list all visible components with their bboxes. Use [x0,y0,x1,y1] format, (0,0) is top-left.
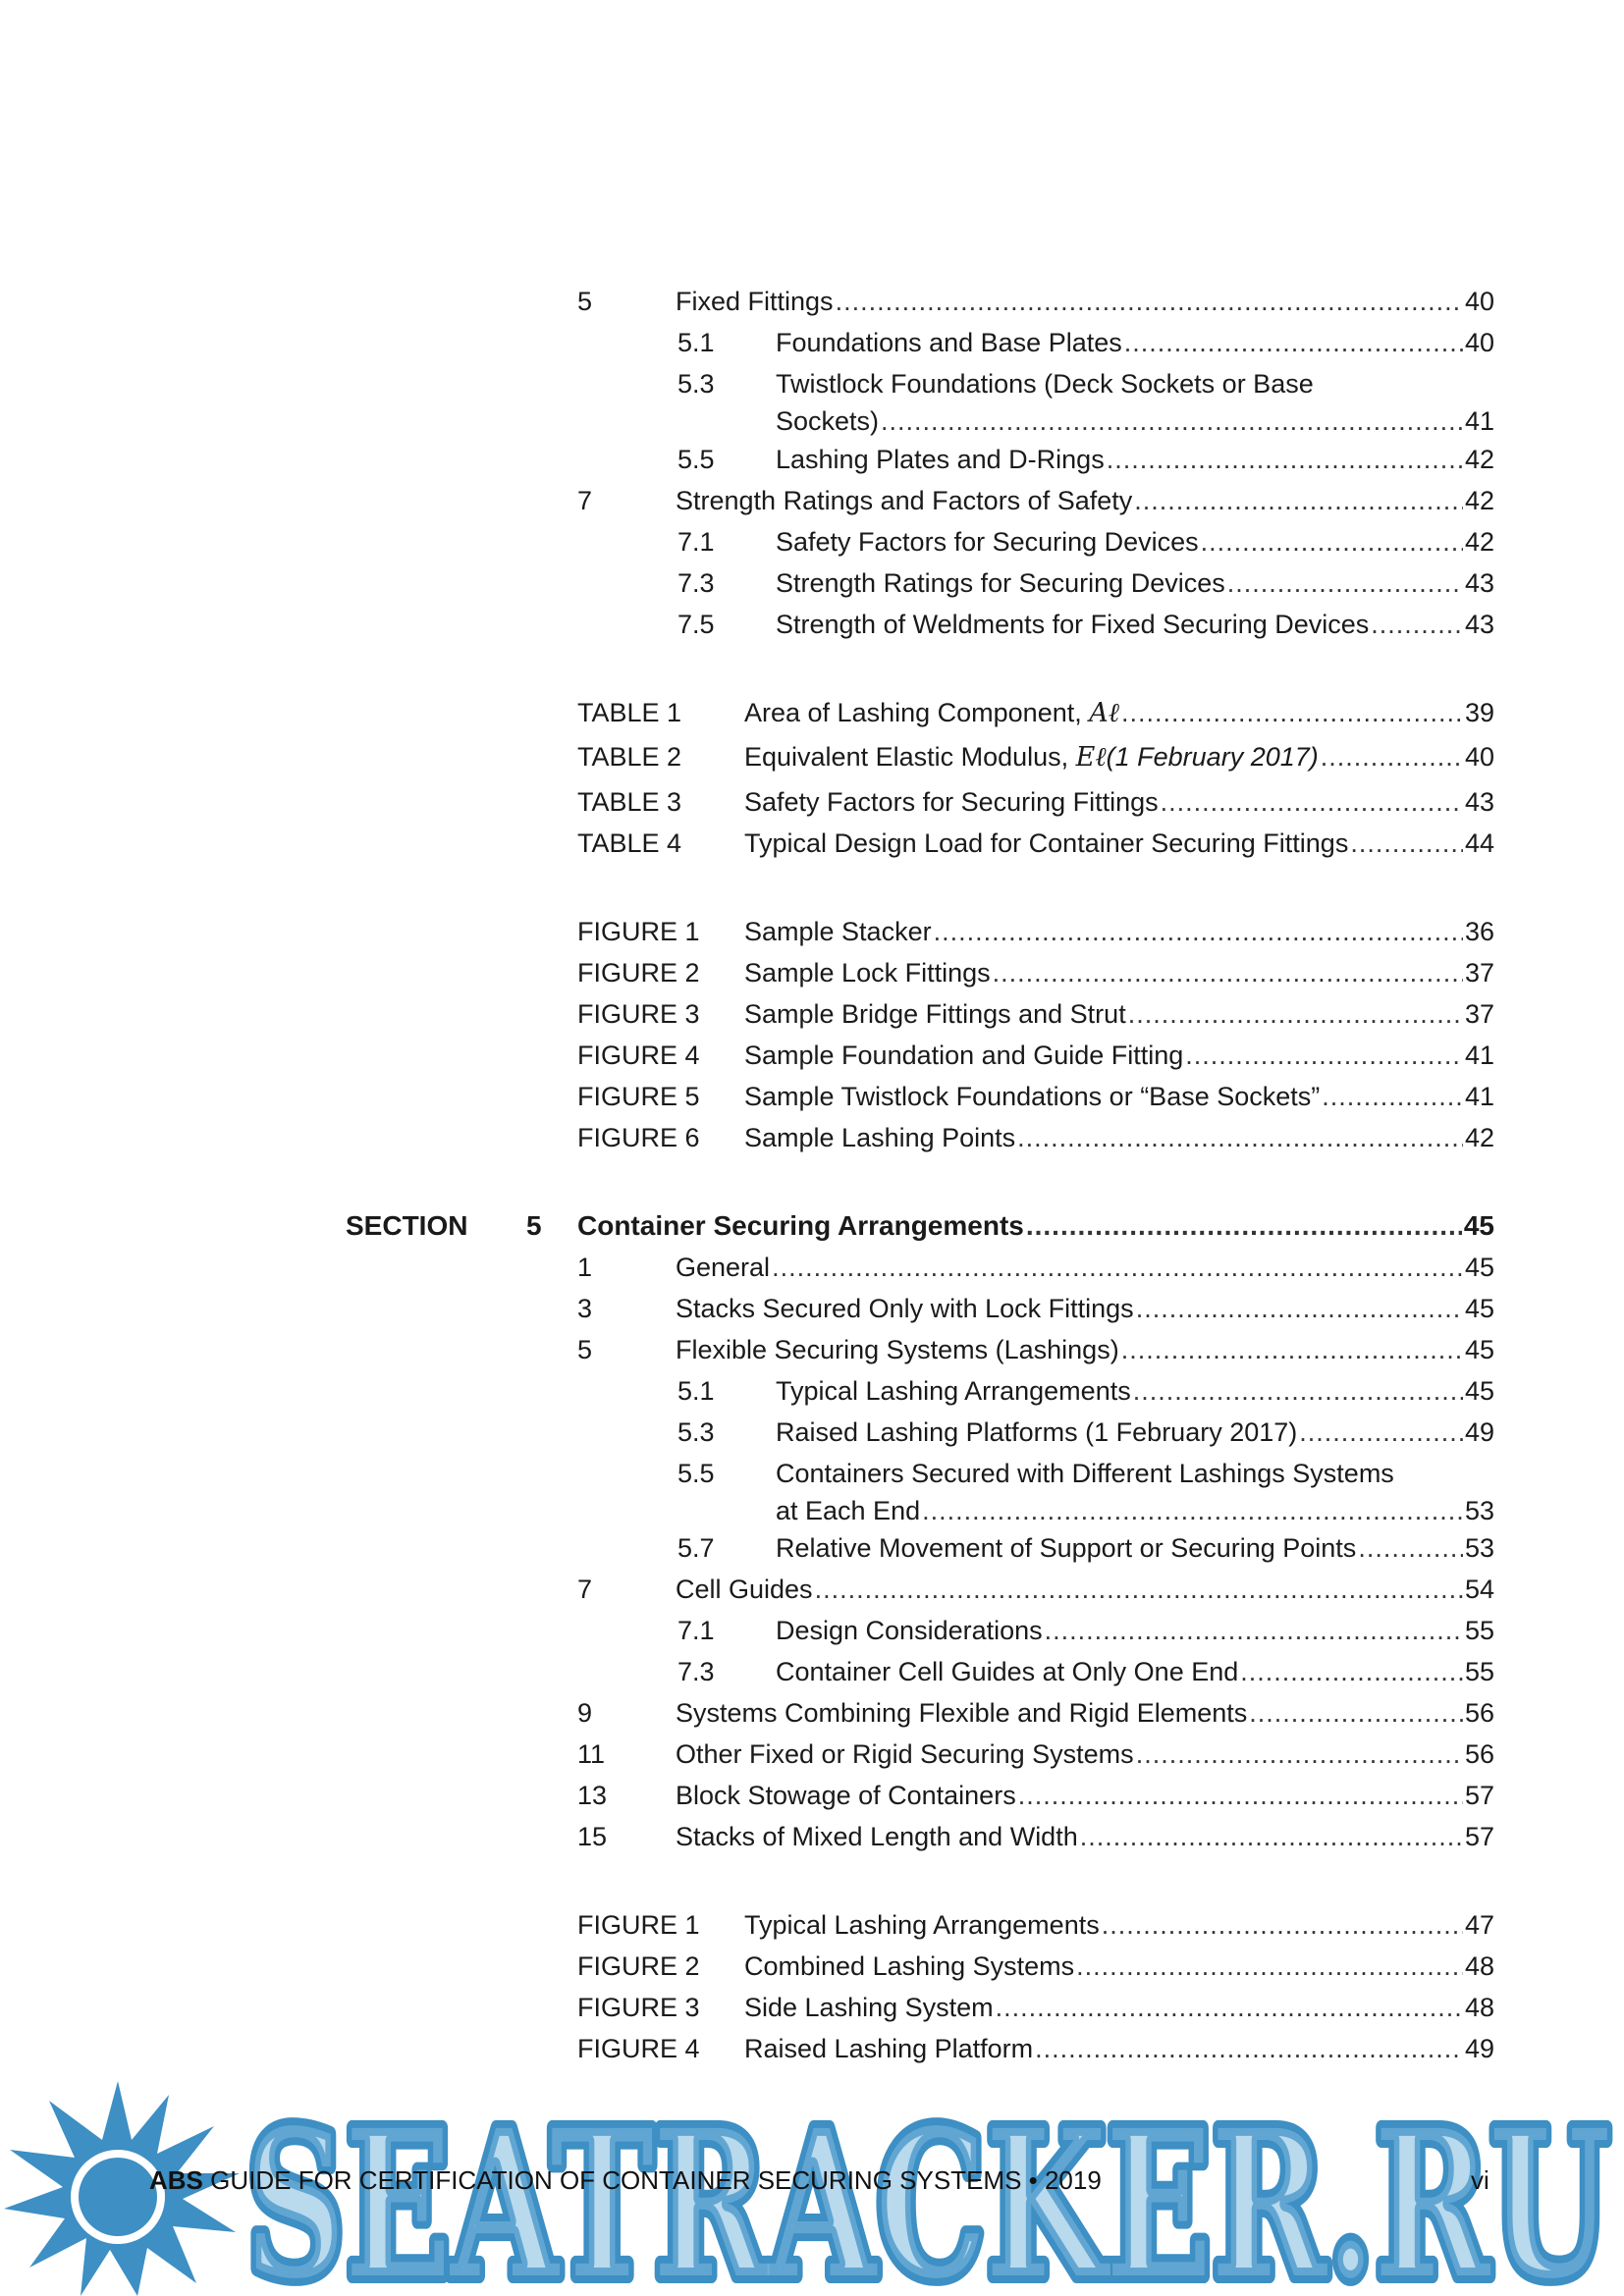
leader-dots [1121,694,1463,731]
entry-page: 56 [1464,1698,1494,1728]
toc-entry[interactable] [577,482,1494,519]
entry-number: 5.5 [677,445,715,474]
toc-entry[interactable] [577,1290,1494,1327]
leader-dots [1161,783,1463,821]
toc-entry[interactable] [677,441,1494,478]
entry-number: 5.5 [677,1459,715,1488]
leader-dots [1240,1653,1463,1690]
leader-dots [1185,1037,1463,1074]
toc-entry[interactable] [577,1694,1494,1732]
leader-dots [1133,1372,1463,1410]
entry-page: 43 [1464,610,1494,639]
entry-number: 5.1 [677,1376,715,1406]
entry-title: Sample Bridge Fittings and Strut [744,999,1126,1029]
footer-brand: ABS [149,2165,203,2195]
leader-dots [1018,1777,1463,1814]
figure-number: FIGURE 1 [577,1910,700,1940]
leader-dots [1136,1290,1463,1327]
entry-page: 57 [1464,1822,1494,1851]
entry-title: Combined Lashing Systems [744,1951,1075,1981]
section-title: Container Securing Arrangements [577,1210,1024,1241]
entry-title: Side Lashing System [744,1993,994,2022]
entry-number: 7.1 [677,1616,715,1645]
entry-title: Typical Lashing Arrangements [744,1910,1100,1940]
entry-page: 56 [1464,1739,1494,1769]
leader-dots [1128,995,1463,1033]
leader-dots [1017,1119,1463,1156]
entry-number: 5.3 [677,1417,715,1447]
figure-number: FIGURE 3 [577,1993,700,2022]
leader-dots [922,1492,1463,1529]
entry-number: 7.1 [677,527,715,557]
entry-title: Foundations and Base Plates [776,328,1122,357]
entry-title: Typical Lashing Arrangements [776,1376,1131,1406]
entry-title: Raised Lashing Platform [744,2034,1034,2063]
entry-title: Lashing Plates and D-Rings [776,445,1105,474]
toc-entry[interactable] [677,1372,1494,1410]
toc-figure-entry[interactable] [577,995,1494,1033]
toc-table-entry[interactable] [577,783,1494,821]
leader-dots [1102,1906,1463,1944]
entry-page: 53 [1464,1496,1494,1525]
leader-dots [996,1989,1463,2026]
entry-title: Area of Lashing Component, [744,698,1090,727]
toc-entry[interactable] [677,1612,1494,1649]
leader-dots [772,1249,1463,1286]
entry-title: Flexible Securing Systems (Lashings) [676,1335,1119,1364]
entry-number: 7.5 [677,610,715,639]
entry-title: Sample Twistlock Foundations or “Base Sockets” [744,1082,1321,1111]
entry-page: 40 [1464,287,1494,316]
leader-dots [1299,1414,1463,1451]
entry-title: Container Cell Guides at Only One End [776,1657,1239,1686]
entry-page: 42 [1464,486,1494,515]
leader-dots [1322,1078,1463,1115]
leader-dots [934,913,1463,950]
section-page: 45 [1463,1210,1494,1241]
toc-entry[interactable] [577,1249,1494,1286]
entry-title: Strength Ratings and Factors of Safety [676,486,1133,515]
entry-number: 5 [577,287,593,316]
entry-title: Strength Ratings for Securing Devices [776,568,1225,598]
entry-page: 47 [1464,1910,1494,1940]
entry-number: 7.3 [677,1657,715,1686]
leader-dots [1026,1207,1462,1245]
entry-title: Equivalent Elastic Modulus, [744,742,1076,772]
figure-number: FIGURE 2 [577,958,700,988]
leader-dots [1107,441,1463,478]
entry-title: Sample Lock Fittings [744,958,991,988]
entry-number: 13 [577,1781,608,1810]
entry-title: Sample Stacker [744,917,932,946]
entry-number: 5 [577,1335,593,1364]
toc-figure-entry[interactable] [577,1037,1494,1074]
page-footer [149,2165,1102,2196]
entry-title: Stacks of Mixed Length and Width [676,1822,1078,1851]
toc-entry[interactable] [677,1455,1494,1529]
toc-entry[interactable] [577,1818,1494,1855]
entry-page: 41 [1464,1082,1494,1111]
leader-dots [815,1571,1463,1608]
entry-title-line1: Twistlock Foundations (Deck Sockets or Base [776,369,1314,399]
entry-number: 11 [577,1739,606,1769]
leader-dots [1371,606,1463,643]
toc-entry[interactable] [577,1777,1494,1814]
toc-entry[interactable] [677,1529,1494,1567]
leader-dots [1134,482,1463,519]
entry-title: Cell Guides [676,1575,813,1604]
leader-dots [1350,825,1463,862]
leader-dots [1045,1612,1463,1649]
entry-number: 5.3 [677,369,715,399]
section-number: 5 [526,1210,542,1241]
toc-figure-entry[interactable] [577,913,1494,950]
toc-entry[interactable] [677,1653,1494,1690]
toc-entry[interactable] [577,1571,1494,1608]
entry-number: 15 [577,1822,608,1851]
watermark-text-fill: SEATRACKER.RU [245,2086,1610,2296]
entry-page: 39 [1464,698,1494,727]
footer-title: GUIDE FOR CERTIFICATION OF CONTAINER SECURING SYSTEMS • 2019 [202,2165,1102,2195]
table-number: TABLE 3 [577,787,682,817]
toc-entry[interactable] [677,324,1494,361]
entry-title: Relative Movement of Support or Securing Points [776,1533,1357,1563]
section-heading[interactable] [346,1207,1494,1245]
entry-page: 54 [1464,1575,1494,1604]
entry-title: Raised Lashing Platforms (1 February 2017) [776,1417,1298,1447]
figure-number: FIGURE 6 [577,1123,700,1152]
entry-symbol: Eℓ [1075,742,1107,773]
table-number: TABLE 4 [577,828,682,858]
entry-page: 40 [1464,742,1494,772]
entry-title: General [676,1253,771,1282]
toc-entry[interactable] [677,523,1494,561]
entry-page: 45 [1464,1253,1494,1282]
entry-title: Sample Lashing Points [744,1123,1016,1152]
entry-page: 49 [1464,2034,1494,2063]
figure-number: FIGURE 2 [577,1951,700,1981]
leader-dots [836,283,1463,320]
toc-figure-entry[interactable] [577,1948,1494,1985]
entry-number: 3 [577,1294,593,1323]
toc-entry[interactable] [677,365,1494,440]
entry-page: 36 [1464,917,1494,946]
entry-page: 41 [1464,1041,1494,1070]
entry-title: Typical Design Load for Container Securing Fittings [744,828,1349,858]
leader-dots [881,402,1463,440]
table-number: TABLE 2 [577,742,682,772]
entry-title: Strength of Weldments for Fixed Securing Devices [776,610,1370,639]
entry-title: Systems Combining Flexible and Rigid Elements [676,1698,1248,1728]
toc-figure-entry[interactable] [577,1119,1494,1156]
entry-page: 49 [1464,1417,1494,1447]
entry-title: Stacks Secured Only with Lock Fittings [676,1294,1134,1323]
entry-symbol: Aℓ [1089,698,1119,728]
figure-number: FIGURE 3 [577,999,700,1029]
leader-dots [1136,1735,1463,1773]
leader-dots [1124,324,1463,361]
entry-title: Block Stowage of Containers [676,1781,1016,1810]
entry-page: 48 [1464,1951,1494,1981]
entry-number: 7.3 [677,568,715,598]
figure-number: FIGURE 4 [577,1041,700,1070]
leader-dots [1227,564,1463,602]
toc-entry[interactable] [577,283,1494,320]
entry-page: 45 [1464,1376,1494,1406]
section-label: SECTION [346,1210,468,1241]
entry-note: (1 February 2017) [1106,742,1319,772]
entry-title: at Each End [776,1496,921,1525]
entry-title: Safety Factors for Securing Devices [776,527,1199,557]
entry-page: 40 [1464,328,1494,357]
entry-number: 9 [577,1698,593,1728]
entry-page: 37 [1464,999,1494,1029]
toc-table-entry[interactable] [577,825,1494,862]
entry-number: 5.1 [677,328,715,357]
entry-number: 5.7 [677,1533,715,1563]
entry-title: Sample Foundation and Guide Fitting [744,1041,1184,1070]
toc-figure-entry[interactable] [577,1078,1494,1115]
entry-page: 42 [1464,445,1494,474]
leader-dots [1321,738,1463,775]
entry-page: 45 [1464,1294,1494,1323]
entry-page: 42 [1464,1123,1494,1152]
leader-dots [993,954,1463,991]
leader-dots [1080,1818,1463,1855]
entry-page: 43 [1464,568,1494,598]
leader-dots [1201,523,1463,561]
leader-dots [1358,1529,1463,1567]
leader-dots [1035,2030,1463,2067]
page-number: vi [1471,2165,1489,2195]
toc-table-entry[interactable] [577,738,1494,775]
table-number: TABLE 1 [577,698,682,727]
entry-number: 1 [577,1253,593,1282]
leader-dots [1249,1694,1463,1732]
leader-dots [1076,1948,1463,1985]
entry-page: 43 [1464,787,1494,817]
entry-page: 42 [1464,527,1494,557]
toc-figure-entry[interactable] [577,2030,1494,2067]
toc-entry[interactable] [577,1331,1494,1368]
entry-page: 44 [1464,828,1494,858]
toc-figure-entry[interactable] [577,1906,1494,1944]
entry-page: 45 [1464,1335,1494,1364]
entry-page: 55 [1464,1657,1494,1686]
toc-table-entry[interactable] [577,694,1494,731]
entry-number: 7 [577,486,593,515]
entry-title: Other Fixed or Rigid Securing Systems [676,1739,1134,1769]
entry-title: Design Considerations [776,1616,1043,1645]
toc-entry[interactable] [677,606,1494,643]
toc-entry[interactable] [677,1414,1494,1451]
entry-title-line1: Containers Secured with Different Lashings Systems [776,1459,1394,1488]
entry-page: 48 [1464,1993,1494,2022]
figure-number: FIGURE 5 [577,1082,700,1111]
leader-dots [1121,1331,1463,1368]
toc-entry[interactable] [677,564,1494,602]
entry-title: Safety Factors for Securing Fittings [744,787,1159,817]
entry-page: 57 [1464,1781,1494,1810]
toc-figure-entry[interactable] [577,954,1494,991]
entry-title: Fixed Fittings [676,287,834,316]
toc-figure-entry[interactable] [577,1989,1494,2026]
entry-page: 41 [1464,406,1494,436]
entry-number: 7 [577,1575,593,1604]
figure-number: FIGURE 4 [577,2034,700,2063]
figure-number: FIGURE 1 [577,917,700,946]
watermark-text: SEATRACKER.RU [245,2086,1610,2296]
entry-page: 53 [1464,1533,1494,1563]
entry-page: 37 [1464,958,1494,988]
toc-entry[interactable] [577,1735,1494,1773]
entry-page: 55 [1464,1616,1494,1645]
entry-title: Sockets) [776,406,880,436]
